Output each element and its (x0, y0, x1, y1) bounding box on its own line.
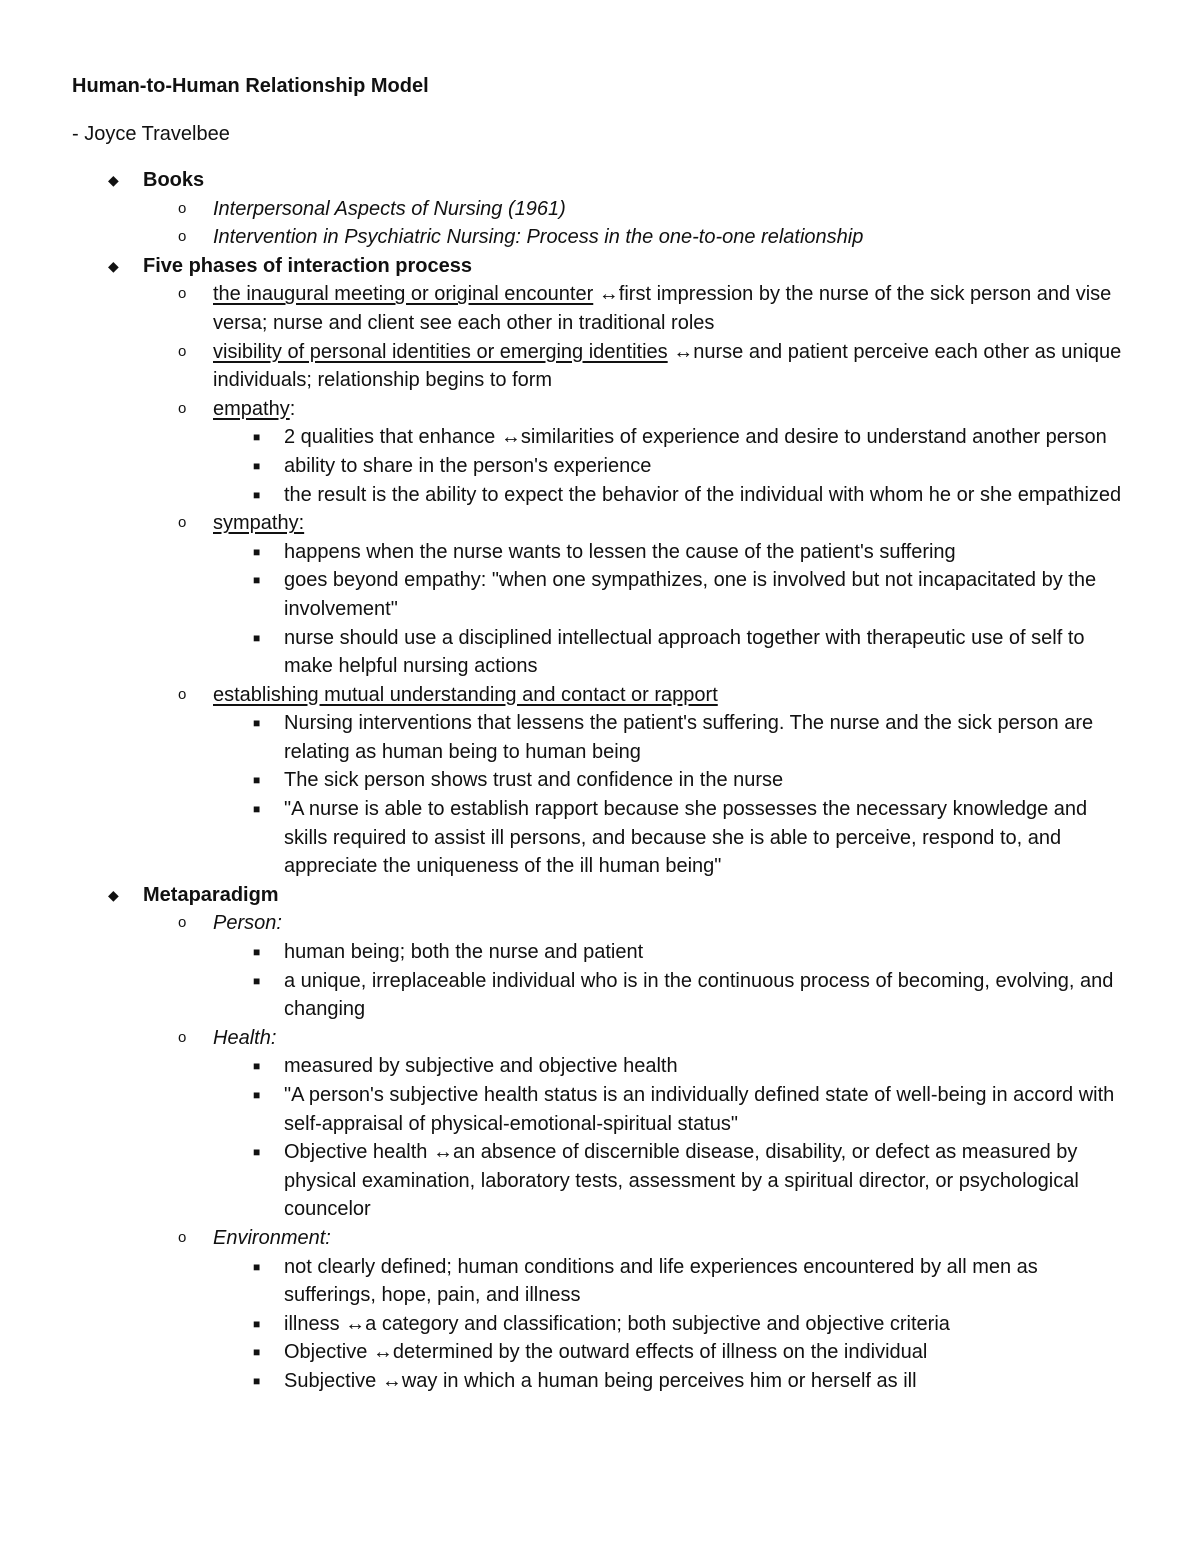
square-bullet-icon: ■ (253, 1145, 261, 1160)
square-bullet-icon: ■ (253, 630, 261, 645)
list-item (0, 423, 1200, 452)
circle-bullet-icon: o (178, 914, 187, 932)
outline (0, 166, 1200, 1396)
list-item (0, 709, 1200, 766)
square-bullet-icon: ■ (253, 430, 261, 445)
circle-bullet-icon: o (178, 1228, 187, 1246)
square-bullet-icon: ■ (253, 573, 261, 588)
square-bullet-icon: ■ (253, 1316, 261, 1331)
square-bullet-icon: ■ (253, 773, 261, 788)
item-text: Objective health ↔an absence of discernible disease, disability, or defect as measured by physical examination, laboratory tests, assessment by a spiritual director, or psychological councelor (284, 1141, 1079, 1221)
item-text: "A person's subjective health status is an individually defined state of well-being in accord with self-appraisal of physical-emotional-spiritual status" (284, 1084, 1115, 1135)
concept-term: Health: (213, 1026, 277, 1049)
phase-item (0, 681, 1200, 710)
item-text: a unique, irreplaceable individual who is in the continuous process of becoming, evolving, and changing (284, 969, 1114, 1021)
list-item (0, 766, 1200, 795)
diamond-bullet-icon: ◆ (108, 172, 119, 188)
list-item (0, 967, 1200, 1024)
square-bullet-icon: ■ (253, 1088, 261, 1102)
phase-term: the inaugural meeting or original encounter (213, 283, 594, 306)
phase-term: empathy (213, 397, 290, 420)
phase-description: ↔first impression by the nurse of the sick person and vise versa; nurse and client see each other in traditional roles (213, 283, 1112, 334)
item-text: measured by subjective and objective health (284, 1055, 678, 1078)
item-text: "A nurse is able to establish rapport because she possesses the necessary knowledge and skills required to assist ill persons, and because she is able to perceive, respond to, and appreciate the uniqueness of the ill human being" (284, 798, 1088, 878)
phase-item (0, 509, 1200, 538)
list-item (0, 624, 1200, 681)
square-bullet-icon: ■ (253, 1259, 261, 1274)
concept-term: Environment: (213, 1226, 331, 1249)
section-metaparadigm (0, 881, 1200, 910)
list-item (0, 223, 1200, 252)
item-text: ability to share in the person's experience (284, 454, 652, 477)
circle-bullet-icon: o (178, 1028, 187, 1046)
phase-term: sympathy: (213, 512, 305, 535)
book-title: Interpersonal Aspects of Nursing (1961) (213, 197, 566, 220)
diamond-bullet-icon: ◆ (108, 257, 119, 274)
item-text: not clearly defined; human conditions and life experiences encountered by all men as sufferings, hope, pain, and illness (284, 1255, 1038, 1307)
square-bullet-icon: ■ (253, 716, 261, 731)
list-item (0, 538, 1200, 567)
item-text: the result is the ability to expect the behavior of the individual with whom he or she empathized (284, 483, 1122, 506)
square-bullet-icon: ■ (253, 945, 261, 960)
list-item (0, 1052, 1200, 1081)
item-text: The sick person shows trust and confidence in the nurse (284, 769, 784, 792)
list-item (0, 1253, 1200, 1310)
list-item (0, 938, 1200, 967)
list-item (0, 1310, 1200, 1339)
section-heading: Metaparadigm (143, 883, 279, 906)
diamond-bullet-icon: ◆ (108, 886, 119, 903)
concept-item (0, 909, 1200, 938)
section-phases (0, 252, 1200, 281)
square-bullet-icon: ■ (253, 544, 261, 559)
square-bullet-icon: ■ (253, 1373, 261, 1388)
item-text: Subjective ↔way in which a human being perceives him or herself as ill (284, 1369, 917, 1392)
section-books (0, 166, 1200, 195)
phase-item (0, 280, 1200, 337)
list-item (0, 1138, 1200, 1224)
circle-bullet-icon: o (178, 285, 187, 303)
item-text: 2 qualities that enhance ↔similarities of experience and desire to understand another person (284, 426, 1107, 449)
phase-term-suffix: : (289, 397, 296, 420)
concept-item (0, 1224, 1200, 1253)
square-bullet-icon: ■ (253, 973, 261, 988)
phase-description: ↔nurse and patient perceive each other as unique individuals; relationship begins to form (213, 340, 1122, 392)
circle-bullet-icon: o (178, 342, 187, 360)
book-title: Intervention in Psychiatric Nursing: Process in the one-to-one relationship (213, 226, 864, 249)
square-bullet-icon: ■ (253, 1345, 261, 1360)
item-text: Objective ↔determined by the outward effects of illness on the individual (284, 1341, 928, 1364)
item-text: nurse should use a disciplined intellectual approach together with therapeutic use of self to make helpful nursing actions (284, 626, 1085, 678)
list-item (0, 481, 1200, 510)
item-text: goes beyond empathy: "when one sympathizes, one is involved but not incapacitated by the involvement" (284, 569, 1097, 620)
phase-term: visibility of personal identities or emerging identities (213, 340, 668, 363)
section-heading: Five phases of interaction process (143, 254, 472, 277)
circle-bullet-icon: o (178, 514, 187, 532)
section-heading: Books (143, 169, 205, 191)
phase-item (0, 338, 1200, 395)
document-title: Human-to-Human Relationship Model (72, 75, 429, 97)
item-text: happens when the nurse wants to lessen the cause of the patient's suffering (284, 540, 956, 563)
phase-term: establishing mutual understanding and contact or rapport (213, 683, 718, 706)
square-bullet-icon: ■ (253, 487, 261, 502)
list-item (0, 1367, 1200, 1396)
list-item (0, 795, 1200, 881)
list-item (0, 566, 1200, 623)
concept-term: Person: (213, 912, 282, 935)
concept-item (0, 1024, 1200, 1053)
square-bullet-icon: ■ (253, 1059, 261, 1074)
square-bullet-icon: ■ (253, 802, 261, 817)
circle-bullet-icon: o (178, 199, 187, 217)
square-bullet-icon: ■ (253, 458, 261, 473)
item-text: illness ↔a category and classification; both subjective and objective criteria (284, 1312, 950, 1335)
list-item (0, 195, 1200, 224)
phase-item (0, 395, 1200, 424)
author-line: - Joyce Travelbee (72, 123, 230, 145)
list-item (0, 1338, 1200, 1367)
circle-bullet-icon: o (178, 399, 187, 417)
item-text: Nursing interventions that lessens the patient's suffering. The nurse and the sick person are relating as human being to human being (284, 712, 1094, 763)
circle-bullet-icon: o (178, 228, 187, 246)
circle-bullet-icon: o (178, 685, 187, 703)
list-item (0, 1081, 1200, 1138)
item-text: human being; both the nurse and patient (284, 941, 644, 964)
list-item (0, 452, 1200, 481)
